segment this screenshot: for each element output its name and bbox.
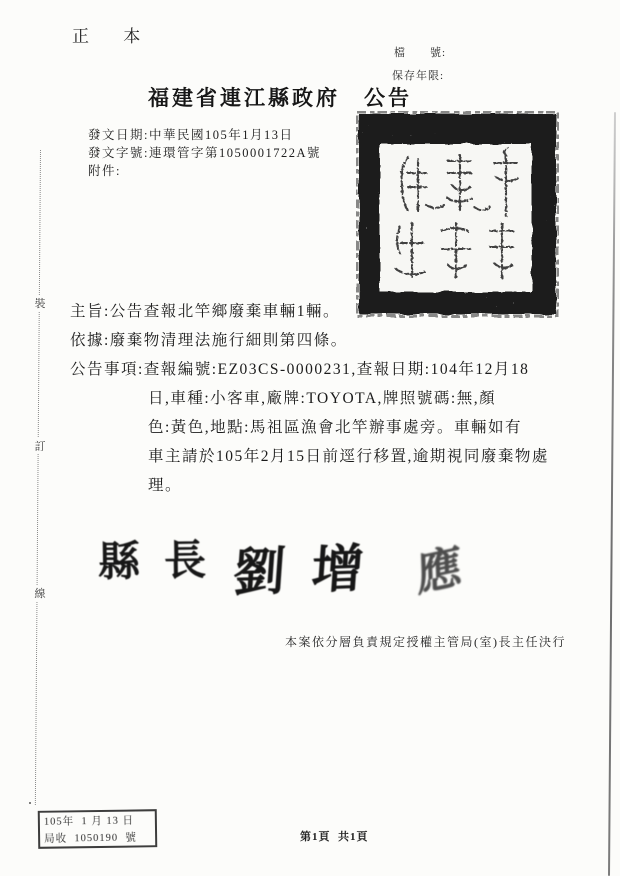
delegation-note: 本案依分層負責規定授權主管局(室)長主任決行 — [285, 635, 566, 649]
file-number-label: 檔 號: — [394, 47, 447, 59]
issue-date: 發文日期:中華民國105年1月13日 — [88, 128, 294, 142]
official-county-seal-stamp-icon — [356, 111, 559, 318]
signature-title: 縣長 — [97, 537, 231, 587]
issue-number: 發文字號:連環管字第1050001722A號 — [88, 146, 322, 160]
matter-line-1: 公告事項:查報編號:EZ03CS-0000231,查報日期:104年12月18 — [70, 361, 530, 378]
received-stamp-number: 局收 1050190 號 — [44, 832, 137, 845]
received-date-stamp — [38, 809, 158, 849]
matter-line-4: 車主請於105年2月15日前逕行移置,逾期視同廢棄物處 — [148, 448, 549, 465]
signature-name-part1: 劉增 — [231, 540, 392, 603]
document-title: 福建省連江縣政府 公告 — [148, 86, 412, 110]
subject-line: 主旨:公告查報北竿鄉廢棄車輛1輛。 — [70, 303, 341, 320]
binding-line — [35, 150, 41, 805]
scan-blemish-dot — [29, 802, 31, 804]
page-number: 第1頁 共1頁 — [300, 831, 369, 843]
basis-line: 依據:廢棄物清理法施行細則第四條。 — [70, 332, 348, 349]
magistrate-signature — [98, 528, 518, 603]
matter-line-3: 色:黃色,地點:馬祖區漁會北竿辦事處旁。車輛如有 — [148, 419, 522, 436]
received-stamp-date: 105年 1 月 13 日 — [43, 815, 135, 828]
retention-period-label: 保存年限: — [392, 70, 445, 82]
binding-line-char-zhuang: 裝 — [31, 295, 49, 311]
announcement-body — [70, 297, 570, 500]
binding-line-char-ding: 訂 — [31, 438, 49, 454]
attachment-label: 附件: — [88, 164, 121, 178]
matter-line-5: 理。 — [148, 477, 183, 494]
copy-label: 正 本 — [72, 27, 156, 46]
issuance-meta-block — [88, 126, 321, 180]
signature-name-part2: 應 — [415, 539, 463, 602]
binding-line-char-xian: 線 — [31, 585, 49, 601]
matter-line-2: 日,車種:小客車,廠牌:TOYOTA,牌照號碼:無,顏 — [148, 390, 497, 407]
scan-edge-line — [608, 112, 616, 876]
